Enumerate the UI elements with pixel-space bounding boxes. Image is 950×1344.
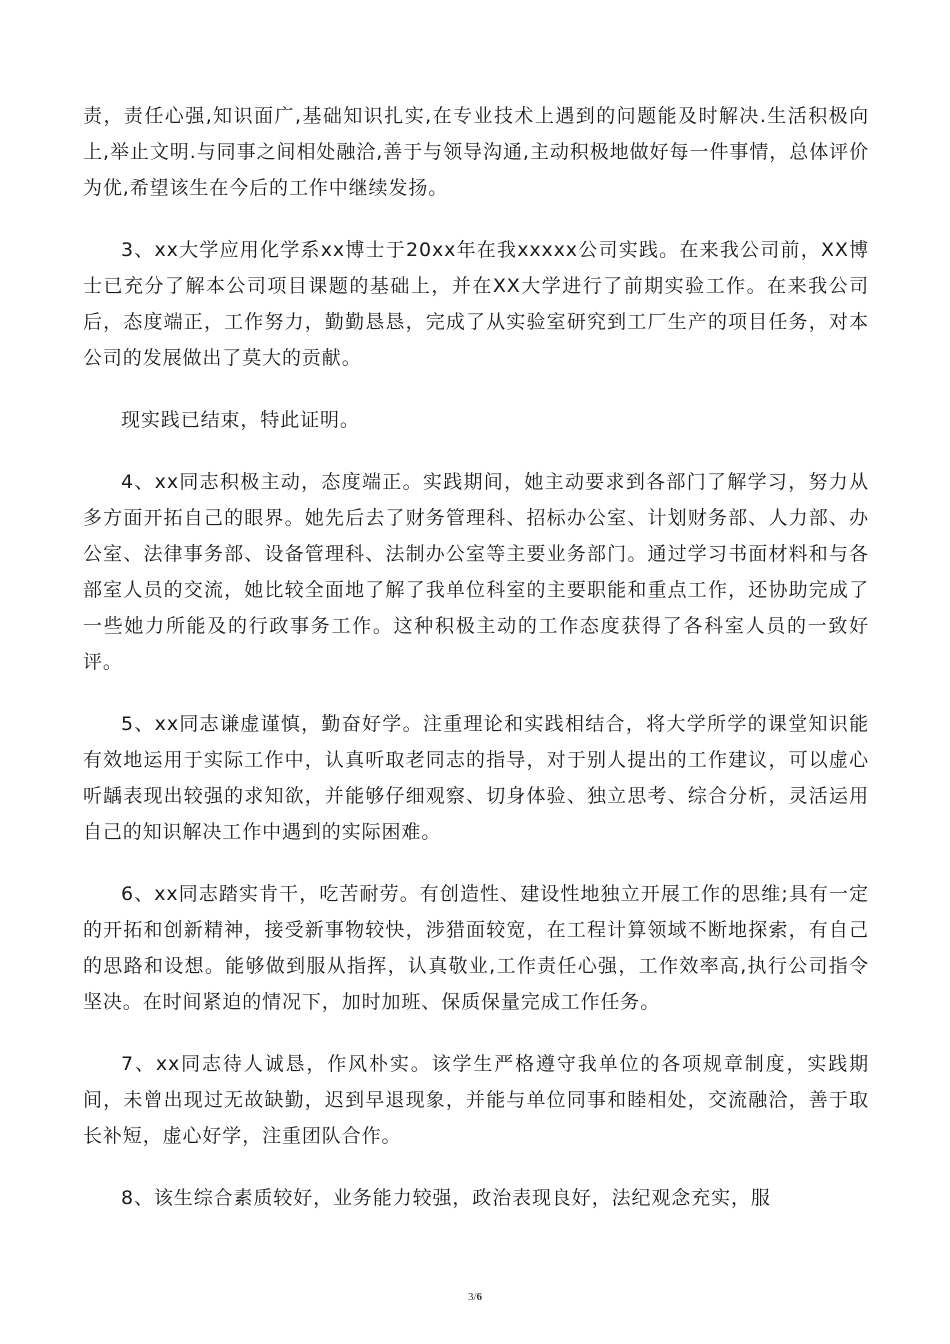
paragraph-item-5: 5、xx同志谦虚谨慎，勤奋好学。注重理论和实践相结合，将大学所学的课堂知识能有效地运用于实际工作中，认真听取老同志的指导，对于别人提出的工作建议，可以虚心听龋表现出较强的求知欲，并能够仔细观察、切身体验、独立思考、综合分析，灵活运用自己的知识解决工作中遇到的实际困难。 xyxy=(83,713,869,843)
page-current: 3 xyxy=(467,1291,474,1303)
page-number xyxy=(0,1291,950,1303)
paragraph-item-8: 8、该生综合素质较好，业务能力较强，政治表现良好，法纪观念充实，服 xyxy=(121,1187,771,1209)
paragraph-continuation: 责，责任心强,知识面广,基础知识扎实,在专业技术上遇到的问题能及时解决.生活积极向上,举止文明.与同事之间相处融洽,善于与领导沟通,主动积极地做好每一件事情，总体评价为优,希望该生在今后的工作中继续发扬。 xyxy=(83,105,869,199)
page-total: 6 xyxy=(476,1291,483,1303)
paragraph-item-4: 4、xx同志积极主动，态度端正。实践期间，她主动要求到各部门了解学习，努力从多方面开拓自己的眼界。她先后去了财务管理科、招标办公室、计划财务部、人力部、办公室、法律事务部、设备管理科、法制办公室等主要业务部门。通过学习书面材料和与各部室人员的交流，她比较全面地了解了我单位科室的主要职能和重点工作，还协助完成了一些她力所能及的行政事务工作。这种积极主动的工作态度获得了各科室人员的一致好评。 xyxy=(83,471,869,673)
paragraph-item-6: 6、xx同志踏实肯干，吃苦耐劳。有创造性、建设性地独立开展工作的思维;具有一定的开拓和创新精神，接受新事物较快，涉猎面较宽，在工程计算领域不断地探索，有自己的思路和设想。能够做到服从指挥，认真敬业,工作责任心强，工作效率高,执行公司指令坚决。在时间紧迫的情况下，加时加班、保质保量完成工作任务。 xyxy=(83,883,869,1013)
paragraph-item-3: 3、xx大学应用化学系xx博士于20xx年在我xxxxx公司实践。在来我公司前，XX博士已充分了解本公司项目课题的基础上，并在XX大学进行了前期实验工作。在来我公司后，态度端正，工作努力，勤勤恳恳，完成了从实验室研究到工厂生产的项目任务，对本公司的发展做出了莫大的贡献。 xyxy=(83,239,869,369)
document-body xyxy=(83,98,869,1242)
paragraph-certification: 现实践已结束，特此证明。 xyxy=(121,409,360,431)
page-separator: / xyxy=(473,1291,477,1303)
paragraph-item-7: 7、xx同志待人诚恳，作风朴实。该学生严格遵守我单位的各项规章制度，实践期间，未曾出现过无故缺勤，迟到早退现象，并能与单位同事和睦相处，交流融洽，善于取长补短，虚心好学，注重团队合作。 xyxy=(83,1053,869,1147)
